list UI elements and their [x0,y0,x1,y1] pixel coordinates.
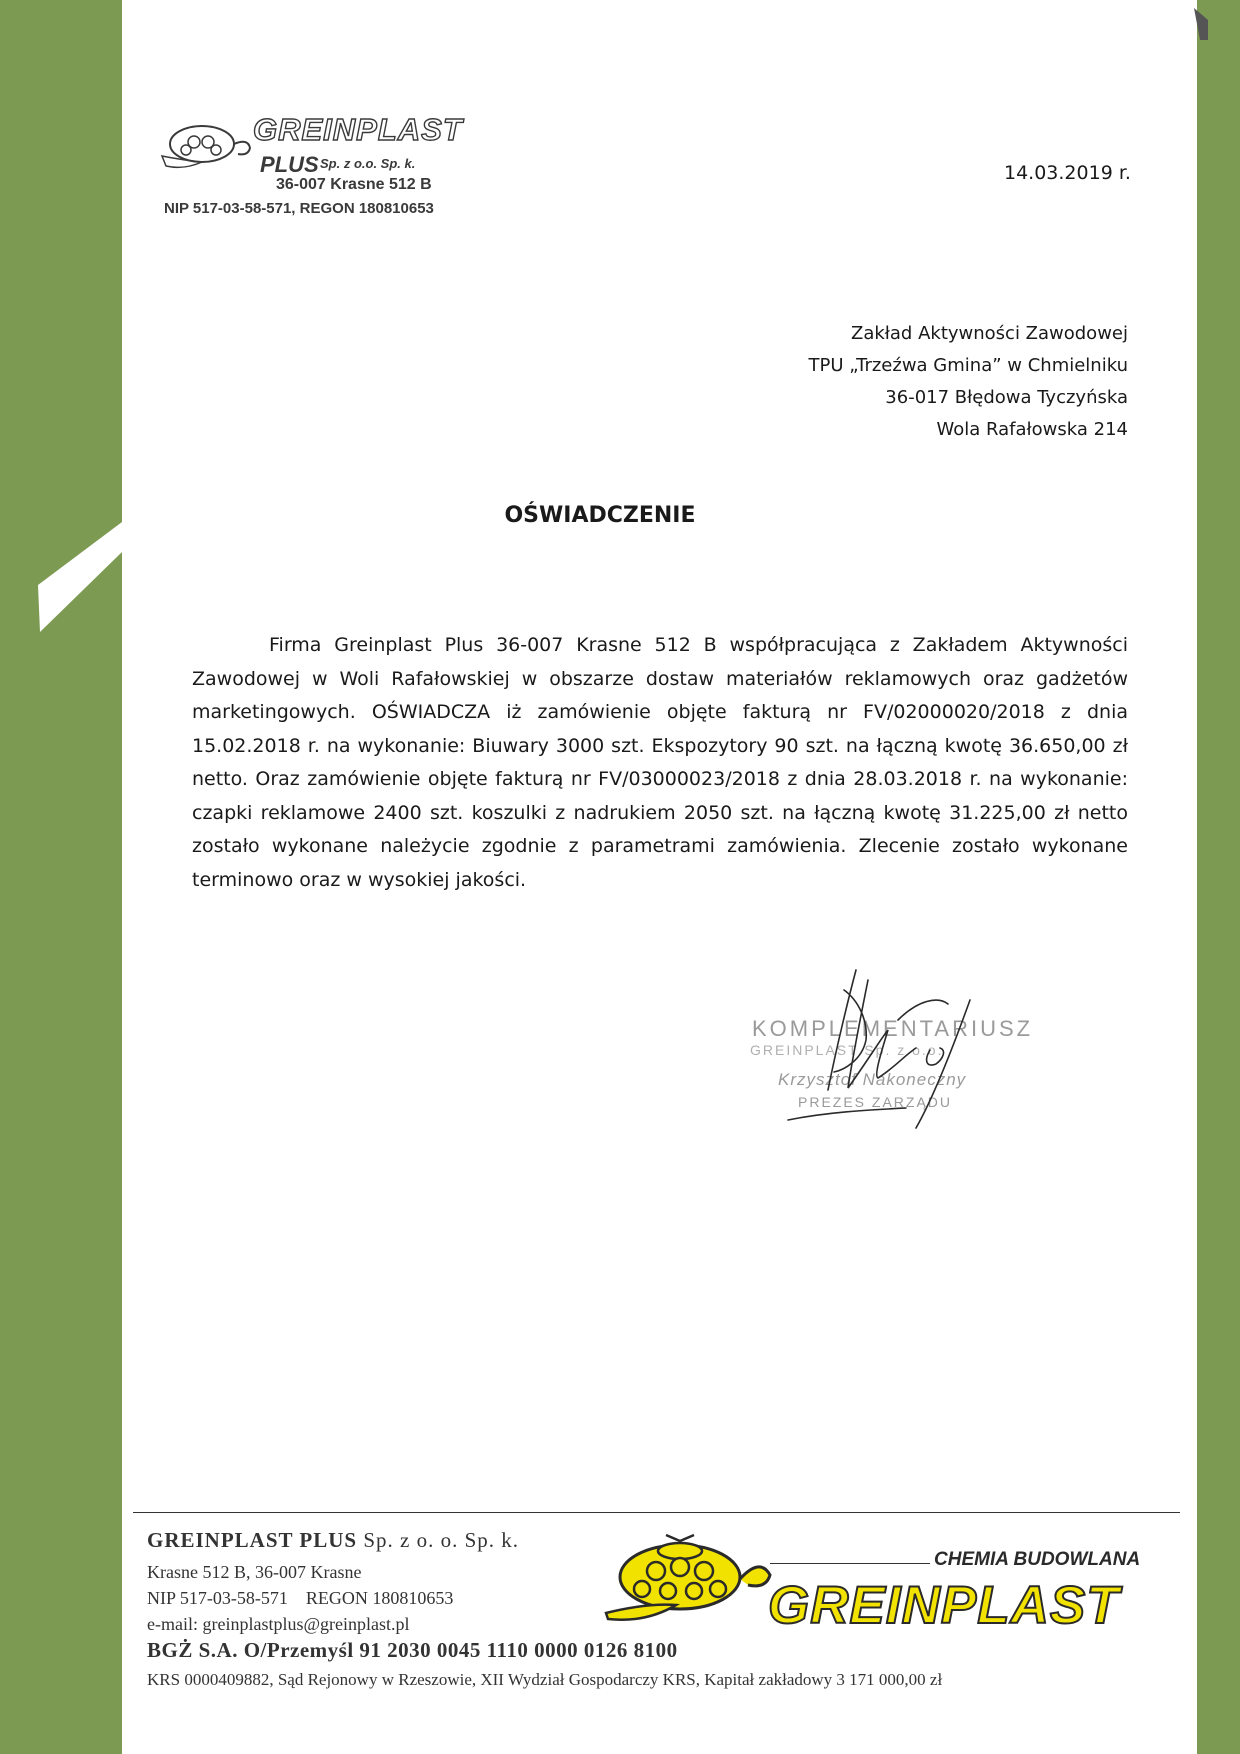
footer-email: e-mail: greinplastplus@greinplast.pl [147,1614,410,1634]
right-band-notch [1188,0,1240,90]
signature-block [748,960,1038,1130]
recipient-line: Wola Rafałowska 214 [936,419,1128,440]
signature-stamp-title: KOMPLEMENTARIUSZ [752,1016,1034,1041]
brand-rule [770,1563,930,1564]
letter-date: 14.03.2019 r. [1004,162,1131,184]
signature-stamp-company: GREINPLAST Sp. z o.o. [750,1042,944,1058]
handwritten-signature [748,960,1038,1130]
stamp-brand-name: GREINPLAST [253,112,463,147]
left-band-notch [0,0,124,640]
footer-company-legal: Sp. z o. o. Sp. k. [357,1528,520,1552]
stamp-plus: PLUS [260,152,319,177]
brand-tagline: CHEMIA BUDOWLANA [934,1549,1141,1570]
recipient-line: Zakład Aktywności Zawodowej [851,323,1128,344]
turtle-brand-icon [596,1527,776,1627]
signature-stamp-name: Krzysztof Nakoneczny [778,1070,967,1089]
statement-body: Firma Greinplast Plus 36-007 Krasne 512 B współpracująca z Zakładem Aktywności Zawodowej w Woli Rafałowskiej w obszarze dostaw materiałów reklamowych oraz gadżetów marketingowych. OŚWIADCZA iż zamówienie objęte fakturą nr FV/02000020/2018 z dnia 15.02.2018 r. na wykonanie: Biuwary 3000 szt. Ekspozytory 90 szt. na łączną kwotę 36.650,00 zł netto. Oraz zamówienie objęte fakturą nr FV/03000023/2018 z dnia 28.03.2018 r. na wykonanie: czapki reklamowe 2400 szt. koszulki z nadrukiem 2050 szt. na łączną kwotę 31.225,00 zł netto zostało wykonane należycie zgodnie z parametrami zamówienia. Zlecenie zostało wykonane terminowo oraz w wysokiej jakości. [192,634,1128,891]
brand-logo-block [596,1527,1176,1637]
sender-stamp [158,108,488,228]
stamp-address: 36-007 Krasne 512 B [276,176,432,193]
footer-ids: NIP 517-03-58-571 REGON 180810653 [147,1588,454,1608]
footer-divider [133,1512,1180,1513]
footer-company-bold: GREINPLAST PLUS [147,1528,358,1552]
recipient-line: TPU „Trzeźwa Gmina” w Chmielniku [808,355,1128,376]
signature-stamp-role: PREZES ZARZĄDU [798,1094,953,1110]
document-title: OŚWIADCZENIE [504,503,696,528]
right-decorative-band [1197,0,1240,1754]
footer-company-name [147,1528,519,1553]
turtle-logo-icon [158,108,258,178]
footer-address: Krasne 512 B, 36-007 Krasne [147,1562,362,1582]
brand-name: GREINPLAST [768,1576,1120,1635]
recipient-line: 36-017 Błędowa Tyczyńska [885,387,1128,408]
stamp-legal-form: Sp. z o.o. Sp. k. [320,156,416,171]
stamp-ids: NIP 517-03-58-571, REGON 180810653 [164,200,434,217]
footer-bank-account: BGŻ S.A. O/Przemyśl 91 2030 0045 1110 0000 0126 8100 [147,1638,678,1662]
footer-krs: KRS 0000409882, Sąd Rejonowy w Rzeszowie, XII Wydział Gospodarczy KRS, Kapitał zakładowy 3 171 000,00 zł [147,1670,943,1689]
recipient-address [809,318,1128,446]
